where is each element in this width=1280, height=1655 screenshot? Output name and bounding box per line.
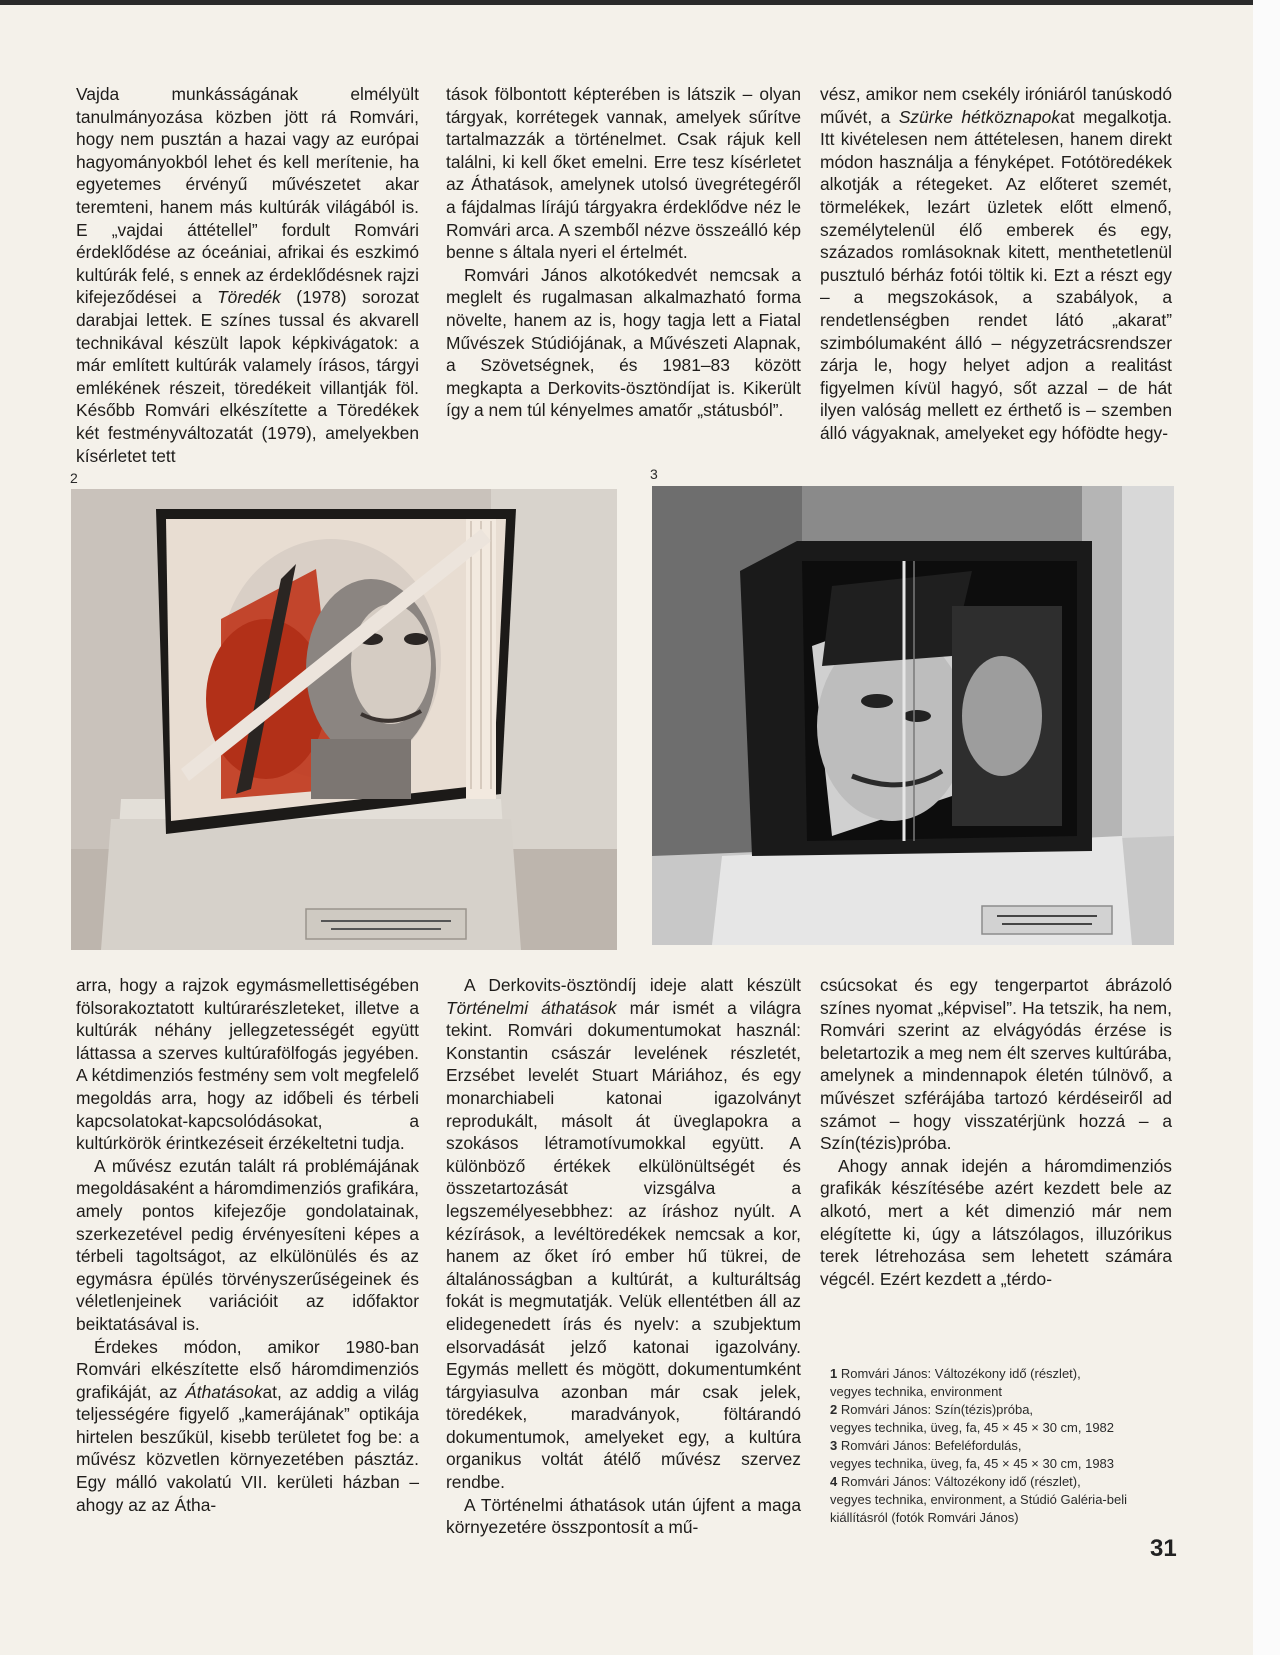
text-column-2-top — [446, 83, 801, 422]
text-column-2-bottom — [446, 974, 801, 1539]
paragraph: Vajda munkásságának elmélyült tanulmányozása közben jött rá Romvári, hogy nem pusztán a hazai vagy az európai hagyományokból lehet és kell merítenie, ha egyetemes érvényű művészetet akar teremteni, hanem más kultúrák világából is. E „vajdai áttétellel” fordult Romvári érdeklődése az óceániai, afrikai és eszkimó kultúrák felé, s ennek az érdeklődésnek rajzi kifejeződései a Töredék (1978) sorozat darabjai lettek. E színes tussal és akvarell technikával készült lapok képkivágatok: a már említett kultúrák valamely írásos, tárgyi emlékének részeit, töredékeit villantják föl. Később Romvári elkészítette a Töredékek két festményváltozatát (1979), amelyekben kísérletet tett — [76, 84, 419, 466]
figure-captions — [830, 1365, 1170, 1527]
figure-number-2: 2 — [70, 470, 78, 486]
page-number: 31 — [1150, 1535, 1177, 1562]
page-edge — [1253, 0, 1280, 1655]
text-column-1-top — [76, 83, 419, 467]
paragraph: csúcsokat és egy tengerpartot ábrázoló színes nyomat „képvisel”. Ha tetszik, ha nem, Romvári szerint az elvágyódás érzése is beletartozik a meg nem élt szerves kultúrába, amelynek a mindennapok életén túlnövő, a művészet szférájába tartozó kérdéseiről ad számot – hogy visszatérjünk hozzá – a Szín(tézis)próba. — [820, 975, 1172, 1154]
caption-1: 1 Romvári János: Változékony idő (részlet), — [830, 1366, 1081, 1381]
text-column-1-bottom — [76, 974, 419, 1516]
caption-2-detail: vegyes technika, üveg, fa, 45 × 45 × 30 cm, 1982 — [830, 1420, 1115, 1435]
caption-1-detail: vegyes technika, environment — [830, 1384, 1002, 1399]
caption-4-detail: vegyes technika, environment, a Stúdió Galéria-beli — [830, 1492, 1127, 1507]
paragraph: Romvári János alkotókedvét nemcsak a meglelt és rugalmasan alkalmazható forma növelte, hanem az is, hogy tagja lett a Fiatal Művészek Stúdiójának, a Művészeti Alapnak, a Szövetségnek, és 1981–83 között megkapta a Derkovits-ösztöndíjat is. Kikerült így a nem túl kényelmes amatőr „státusból”. — [446, 264, 801, 421]
paragraph: A Derkovits-ösztöndíj ideje alatt készült Történelmi áthatások már ismét a világra tekint. Romvári dokumentumokat használ: Konstantin császár levelének részletét, Erzsébet levelét Stuart Máriához, és egy monarchiabeli katonai igazolványt reprodukált, másolt át üveglapokra a szokásos létramotívumokkal együtt. A különböző értékek elkülönültségét és összetartozását vizsgálva a legszemélyesebbhez: az íráshoz nyúlt. A kézírások, a levéltöredékek nemcsak a kor, hanem az őket író ember hű tükrei, de általánosságban a kultúrát, a kulturáltság fokát is megmutatják. Velük ellentétben áll az elidegenedett írás és nyelv: a szubjektum elsorvadását jelző katonai igazolvány. Egymás mellett és mögött, dokumentumként tárgyiasulva azonban már csak jelek, töredékek, maradványok, föltárandó dokumentumok, amelyeket egy, a kultúra organikus voltát átélő művész szervez rendbe. — [446, 975, 801, 1493]
caption-4-credit: kiállításról (fotók Romvári János) — [830, 1510, 1019, 1525]
paragraph: arra, hogy a rajzok egymásmellettiségében fölsorakoztatott kultúrarészleteket, illetve a kultúrák néhány jellegzetességét együtt láttassa a szerves kultúrafölfogás jegyében. A kétdimenziós festmény sem volt megfelelő megoldás arra, hogy az időbeli és térbeli kapcsolatokat-kapcsolódásokat, a kultúrkörök érintkezéseit érzékeltetni tudja. — [76, 975, 419, 1154]
top-border — [0, 0, 1253, 5]
paragraph: A művész ezután talált rá problémájának megoldásaként a háromdimenziós grafikára, amely pontos kifejezője gondolatainak, szerkezetével pedig érvényesíteni képes a térbeli tagoltságot, az elkülönülés és az egymásra épülés törvényszerűségeinek és véletlenjeinek variációit az időfaktor beiktatásával is. — [76, 1155, 419, 1334]
text-column-3-top — [820, 83, 1172, 445]
caption-3-detail: vegyes technika, üveg, fa, 45 × 45 × 30 cm, 1983 — [830, 1456, 1115, 1471]
paragraph: vész, amikor nem csekély iróniáról tanúskodó művét, a Szürke hétköznapokat megalkotja. Itt kivételesen nem áttételesen, hanem direkt módon használja a fényképet. Fotótöredékek alkotják a rétegeket. Az előteret szemét, törmelékek, lezárt üzletek előtt elmenő, személytelenül élő emberek és egy, százados romlásoknak kitett, menthetetlenül pusztuló bérház fotói töltik ki. Ezt a részt egy – a megszokások, a szabályok, a rendetlenségben rendet látó „akarat” szimbólumaként álló – négyzetrácsrendszer zárja le, hogy helyet adjon a realitást figyelmen kívül hagyó, sőt azzal – de hát ilyen valóság mellett ez érthető is – szemben álló vágyaknak, amelyeket egy hófödte hegy- — [820, 84, 1172, 443]
photo-befelefordulas — [652, 486, 1174, 945]
caption-4: 4 Romvári János: Változékony idő (részlet), — [830, 1474, 1081, 1489]
paragraph: Ahogy annak idején a háromdimenziós grafikák készítésébe azért kezdett bele az alkotó, mert a két dimenzió már nem elégítette ki, úgy a látszólagos, illuzórikus terek létrehozása sem lehetett számára végcél. Ezért kezdett a „térdo- — [820, 1155, 1172, 1289]
caption-2: 2 Romvári János: Szín(tézis)próba, — [830, 1402, 1034, 1417]
paragraph: tások fölbontott képterében is látszik – olyan tárgyak, korrétegek vannak, amelyek sűrítve tartalmazzák a történelmet. Csak rájuk kell találni, ki kell őket emelni. Erre tesz kísérletet az Áthatások, amelynek utolsó üvegrétegéről a fájdalmas lírájú tárgyakra érdeklődve néz le Romvári arca. A szemből nézve összeálló kép benne s általa nyeri el értelmét. — [446, 84, 801, 263]
text-column-3-bottom — [820, 974, 1172, 1290]
caption-3: 3 Romvári János: Befeléfordulás, — [830, 1438, 1022, 1453]
figure-number-3: 3 — [650, 466, 658, 482]
paragraph: A Történelmi áthatások után újfent a maga környezetére összpontosít a mű- — [446, 1494, 801, 1538]
paragraph: Érdekes módon, amikor 1980-ban Romvári elkészítette első háromdimenziós grafikáját, az Áthatásokat, az addig a világ teljességére figyelő „kamerájának” optikája hirtelen beszűkül, kisebb területet fog be: a művész közvetlen környezetében pásztáz. Egy málló vakolatú VII. kerületi házban – ahogy az az Átha- — [76, 1336, 419, 1515]
photo-sin-tezis-proba — [71, 489, 617, 950]
